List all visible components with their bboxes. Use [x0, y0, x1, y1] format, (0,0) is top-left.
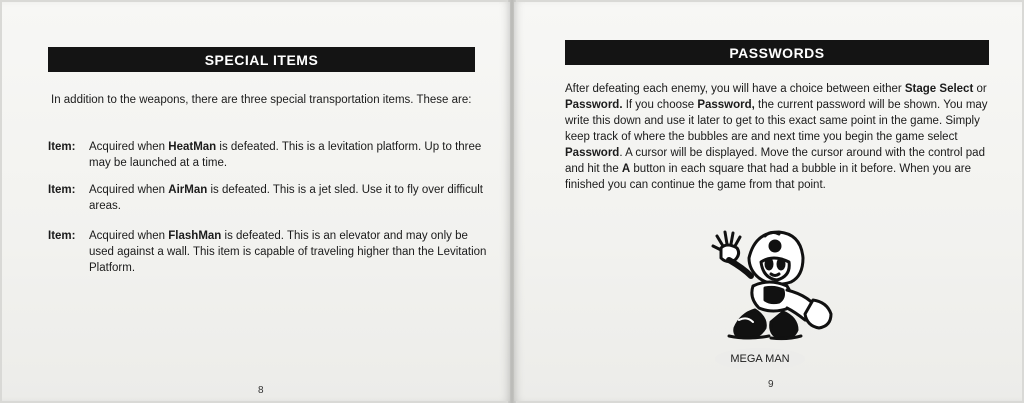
page-right [514, 2, 1022, 401]
figure-caption: MEGA MAN [715, 348, 805, 370]
item-airman [48, 182, 488, 214]
item-label: Item: [48, 141, 76, 153]
passwords-heading: PASSWORDS [565, 40, 989, 65]
passwords-paragraph: After defeating each enemy, you will have a choice between either Stage Select or Password. If you choose Password, the current password will be shown. You may write this down and use it later to get to this exact same point in the game. Simply keep track of where the bubbles are and next time you begin the game select Password. A cursor will be displayed. Move the cursor around with the control pad and hit the A button in each square that had a bubble in it before. When you are finished you can continue the game from that point. [565, 83, 988, 191]
page-number: 9 [768, 379, 774, 390]
page-left [2, 2, 510, 401]
item-description: Acquired when AirMan is defeated. This is a jet sled. Use it to fly over difficult areas. [89, 184, 483, 212]
item-description: Acquired when HeatMan is defeated. This is a levitation platform. Up to three may be launched at a time. [89, 141, 482, 169]
item-label: Item: [48, 184, 76, 196]
item-flashman [48, 228, 488, 276]
intro-paragraph: In addition to the weapons, there are three special transportation items. These are: [51, 94, 472, 106]
mega-man-illustration-icon [709, 224, 839, 344]
item-label: Item: [48, 230, 76, 242]
page-number: 8 [258, 385, 264, 396]
special-items-heading: SPECIAL ITEMS [48, 47, 475, 72]
item-heatman [48, 139, 488, 171]
item-description: Acquired when FlashMan is defeated. This is an elevator and may only be used against a wall. This item is capable of traveling higher than the Levitation Platform. [89, 230, 487, 274]
